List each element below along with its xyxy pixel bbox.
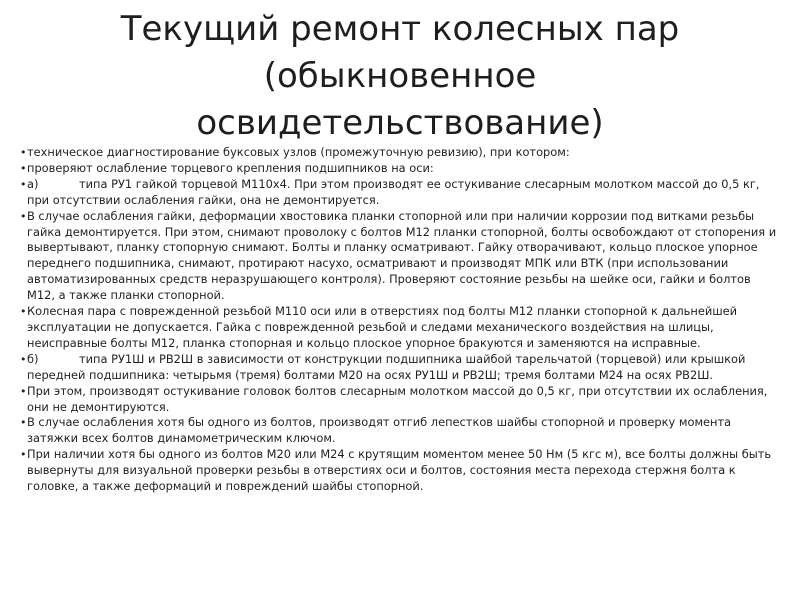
paragraph-text: типа РУ1Ш и РВ2Ш в зависимости от конструкции подшипника шайбой тарельчатой (торцевой) или крышкой передней подшипника: четырьмя (тремя) болтами М20 на осях РУ1Ш и РВ2Ш; тремя болтами М24 на осях РВ2Ш. (27, 351, 746, 382)
slide-title: Текущий ремонт колесных пар (обыкновенное освидетельствование) (120, 9, 680, 143)
bullet-paragraph-6 (20, 352, 780, 384)
bullet-dot: • (20, 209, 27, 223)
slide-body (20, 145, 780, 495)
bullet-dot: • (20, 305, 27, 319)
bullet-paragraph-5 (20, 304, 780, 352)
paragraph-text: проверяют ослабление торцевого крепления подшипников на оси: (27, 160, 434, 175)
paragraph-text: техническое диагностирование буксовых узлов (промежуточную ревизию), при котором: (27, 145, 570, 159)
bullet-dot: • (20, 384, 27, 398)
paragraph-text: В случае ослабления гайки, деформации хвостовика планки стопорной или при наличии коррозии под витками резьбы гайка демонтируется. При этом, снимают проволоку с болтов М12 планки стопорной, болты освобождают от стопорения и вывертывают, планку стопорную снимают. Болты и планку осматривают. Гайку отворачивают, кольцо плоское упорное переднего подшипника, снимают, протирают насухо, осматривают и производят МПК или ВТК (при использовании автоматизированных средств неразрушающего контроля). Проверяют состояние резьбы на шейке оси, гайки и болтов М12, а также планки стопорной. (27, 208, 777, 303)
bullet-dot: • (20, 352, 27, 366)
bullet-dot: • (20, 177, 27, 191)
bullet-dot: • (20, 448, 27, 462)
bullet-dot: • (20, 416, 27, 430)
bullet-paragraph-4 (20, 209, 780, 304)
paragraph-text: типа РУ1 гайкой торцевой М110х4. При этом производят ее остукивание слесарным молотком массой до 0,5 кг, при отсутствии ослабления гайки, она не демонтируется. (27, 176, 760, 207)
paragraph-text: В случае ослабления хотя бы одного из болтов, производят отгиб лепестков шайбы стопорной и проверку момента затяжки всех болтов динамометрическим ключом. (27, 415, 732, 446)
bullet-paragraph-8 (20, 415, 780, 447)
bullet-paragraph-2 (20, 161, 780, 177)
item-letter: а) (27, 176, 39, 191)
paragraph-text: Колесная пара с поврежденной резьбой М110 оси или в отверстиях под болты М12 планки стопорной к дальнейшей эксплуатации не допускается. Гайка с поврежденной резьбой и следами механического воздействия на шлицы, неисправные болты М12, планка стопорная и кольцо плоское упорное бракуются и заменяются на исправные. (27, 304, 738, 350)
bullet-paragraph-7 (20, 384, 780, 416)
bullet-paragraph-1 (20, 145, 780, 161)
paragraph-text: При наличии хотя бы одного из болтов М20 или М24 с крутящим моментом менее 50 Нм (5 кгс м), все болты должны быть вывернуты для визуальной проверки резьбы в отверстиях оси и болтов, состояния места перехода стержня болта к головке, а также деформаций и повреждений шайбы стопорной. (27, 447, 772, 494)
bullet-dot: • (20, 146, 27, 159)
bullet-dot: • (20, 161, 27, 175)
item-letter: б) (27, 351, 39, 366)
bullet-paragraph-3 (20, 177, 780, 209)
paragraph-text: При этом, производят остукивание головок болтов слесарным молотком массой до 0,5 кг, при отсутствии их ослабления, они не демонтируются. (27, 383, 768, 414)
bullet-paragraph-9 (20, 447, 780, 495)
